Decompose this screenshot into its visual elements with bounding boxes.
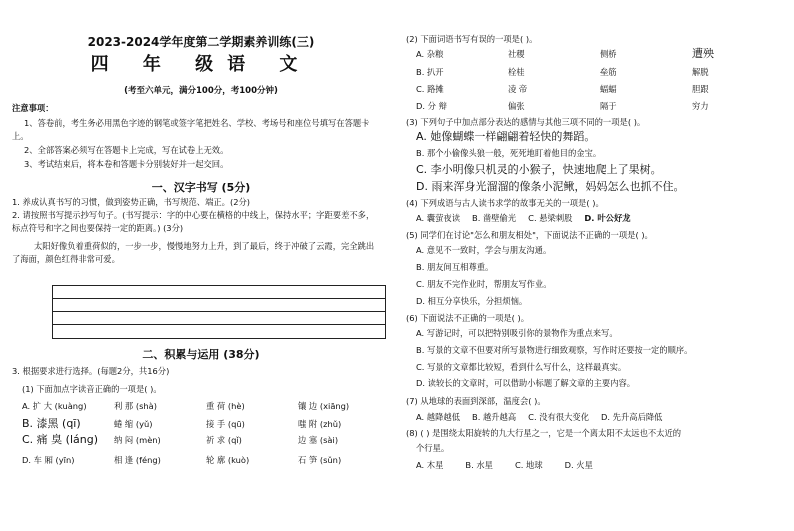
subquestion-1-option-row xyxy=(22,400,392,412)
option-cell: 利 那 (shà) xyxy=(114,401,158,411)
subquestion-5-option-d: D. 相互分享快乐，分担烦恼。 xyxy=(416,296,528,306)
subquestion-6-option-a: A. 写游记时，可以把特别吸引你的景物作为重点来写。 xyxy=(416,328,618,338)
option-cell: 穷力 xyxy=(692,101,709,111)
subquestion-1-stem: (1) 下面加点字读音正确的一项是( )。 xyxy=(22,384,162,394)
exam-title: 2023-2024学年度第二学期素养训练(三) xyxy=(87,35,315,49)
option-cell: A. 杂粮 xyxy=(416,49,444,59)
option-cell: C. 路摊 xyxy=(416,84,444,94)
option-cell: 镶 边 (xiāng) xyxy=(298,401,350,411)
subquestion-5-stem: (5) 同学们在讨论"怎么和朋友相处"，下面说法不正确的一项是( )。 xyxy=(406,230,653,240)
notice-item-1: 1、答卷前，考生务必用黑色字迹的钢笔或签字笔把姓名、学校、考场号和座位号填写在答题卡上。 xyxy=(12,118,370,141)
subquestion-3-stem: (3) 下列句子中加点部分表达的感情与其他三项不同的一项是( )。 xyxy=(406,117,646,127)
option-cell: 蜷 缩 (yǔ) xyxy=(114,419,153,429)
subquestion-3-option-c: C. 李小明像只机灵的小猴子，快速地爬上了果树。 xyxy=(416,163,662,176)
option-cell: B. 扒开 xyxy=(416,67,444,77)
option-cell: 重 荷 (hè) xyxy=(206,401,245,411)
option-cell: D. 车 厢 (yīn) xyxy=(22,455,75,465)
option-b: B. 凿壁偷光 xyxy=(472,213,517,223)
option-d: D. 火星 xyxy=(564,460,593,470)
option-cell: 社稷 xyxy=(508,49,525,59)
subquestion-2-option-row xyxy=(416,66,786,78)
option-d: D. 叶公好龙 xyxy=(584,213,631,223)
option-cell: 偏张 xyxy=(508,101,525,111)
subquestion-3-option-a: A. 她像蝴蝶一样翩翩着轻快的舞蹈。 xyxy=(416,130,596,143)
option-cell: 嗤 附 (zhǔ) xyxy=(298,419,342,429)
question-3: 3. 根据要求进行选择。(每题2分，共16分) xyxy=(12,366,170,376)
subquestion-3-option-b: B. 那个小偷像头狼一般，死死地盯着他目的金宝。 xyxy=(416,148,602,158)
copy-passage: 太阳好像负着重荷似的，一步一步，慢慢地努力上升，到了最后，终于冲破了云霞，完全跳出了海面，颜色红得非常可爱。 xyxy=(12,241,375,264)
subject-title: 四 年 级语 文 xyxy=(90,54,312,75)
option-cell: 祈 求 (qǐ) xyxy=(206,435,242,445)
option-cell: 纳 闷 (mèn) xyxy=(114,435,161,445)
option-cell: 遭殃 xyxy=(692,47,714,60)
question-1: 1. 养成认真书写的习惯，做到姿势正确，书写规范、端正。(2分) xyxy=(12,197,251,207)
subquestion-1-option-row xyxy=(22,454,392,466)
subquestion-1-option-row xyxy=(22,418,392,430)
option-a: A. 越降越低 xyxy=(416,412,460,422)
option-cell: D. 分 辩 xyxy=(416,101,447,111)
option-c: C. 地球 xyxy=(514,460,543,470)
option-c: C. 没有很大变化 xyxy=(528,412,590,422)
subquestion-3-option-d: D. 雨来浑身光溜溜的像条小泥鳅，妈妈怎么也抓不住。 xyxy=(416,180,685,193)
option-cell: 相 逢 (féng) xyxy=(114,455,161,465)
option-cell: B. 漆黑 (qī) xyxy=(22,417,81,430)
subquestion-7-options xyxy=(416,411,674,423)
subquestion-8-options xyxy=(416,459,605,471)
question-2: 2. 请按照书写提示抄写句子。(书写提示：字的中心要在横格的中线上，保持水平；字距要差不多，标点符号和字之间也要保持一定的距离。) (3分) xyxy=(12,210,375,233)
subquestion-5-option-c: C. 朋友不完作业时，帮朋友写作业。 xyxy=(416,279,552,289)
subquestion-6-option-d: D. 读较长的文章时，可以借助小标题了解文章的主要内容。 xyxy=(416,378,636,388)
subquestion-8-stem-continued: 个行星。 xyxy=(416,443,450,453)
option-cell: C. 痛 臭 (láng) xyxy=(22,433,99,446)
option-cell: 解脱 xyxy=(692,67,709,77)
subquestion-8-stem: (8) ( ) 是围绕太阳旋转的九大行星之一，它是一个离太阳不太远也不太近的 xyxy=(406,428,682,438)
writing-line xyxy=(53,311,385,312)
subquestion-1-option-row xyxy=(22,434,392,446)
option-cell: 侧桥 xyxy=(600,49,617,59)
option-cell: 凌 帝 xyxy=(508,84,528,94)
option-d: D. 先升高后降低 xyxy=(601,412,663,422)
subquestion-2-option-row xyxy=(416,83,786,95)
option-cell: 边 塞 (sài) xyxy=(298,435,339,445)
option-cell: A. 扩 大 (kuàng) xyxy=(22,401,87,411)
subquestion-2-stem: (2) 下面词语书写有误的一项是( )。 xyxy=(406,34,538,44)
subquestion-5-option-a: A. 意见不一致时，学会与朋友沟通。 xyxy=(416,245,552,255)
subquestion-4-options xyxy=(416,212,643,224)
option-cell: 胆跟 xyxy=(692,84,709,94)
option-cell: 栓桂 xyxy=(508,67,525,77)
writing-line xyxy=(53,298,385,299)
writing-line xyxy=(53,324,385,325)
writing-box[interactable] xyxy=(52,285,386,339)
notice-item-3: 3、考试结束后，将本卷和答题卡分别装好并一起交回。 xyxy=(24,159,229,169)
section-1-heading: 一、汉字书写 (5分) xyxy=(151,181,251,194)
subquestion-4-stem: (4) 下列成语与古人读书求学的故事无关的一项是( )。 xyxy=(406,198,604,208)
option-a: A. 木星 xyxy=(416,460,444,470)
subquestion-5-option-b: B. 朋友间互相尊重。 xyxy=(416,262,494,272)
option-b: B. 水星 xyxy=(465,460,493,470)
subquestion-6-option-c: C. 写景的文章都比较短，看到什么写什么，这样最真实。 xyxy=(416,362,627,372)
notice-item-2: 2、全部答案必须写在答题卡上完成，写在试卷上无效。 xyxy=(24,145,229,155)
option-c: C. 悬梁刺股 xyxy=(528,213,573,223)
subquestion-6-stem: (6) 下面说法不正确的一项是( )。 xyxy=(406,313,530,323)
subquestion-6-option-b: B. 写景的文章不但要对所写景物进行细致观察，写作时还要按一定的顺序。 xyxy=(416,345,693,355)
notice-heading: 注意事项： xyxy=(12,103,54,113)
section-2-heading: 二、积累与运用 (38分) xyxy=(142,348,260,361)
option-cell: 隔于 xyxy=(600,101,617,111)
option-cell: 蝠蝠 xyxy=(600,84,617,94)
subquestion-7-stem: (7) 从地球的表面到深部，温度会( )。 xyxy=(406,396,546,406)
subquestion-2-option-row xyxy=(416,100,786,112)
exam-scope: (考至六单元，满分100分，考100分钟) xyxy=(124,86,278,96)
option-cell: 接 手 (qū) xyxy=(206,419,245,429)
option-cell: 轮 廓 (kuò) xyxy=(206,455,250,465)
subquestion-2-option-row xyxy=(416,48,786,60)
option-cell: 石 笋 (sǔn) xyxy=(298,455,342,465)
option-a: A. 囊萤夜读 xyxy=(416,213,460,223)
option-cell: 垒筋 xyxy=(600,67,617,77)
option-b: B. 越升越高 xyxy=(472,412,517,422)
